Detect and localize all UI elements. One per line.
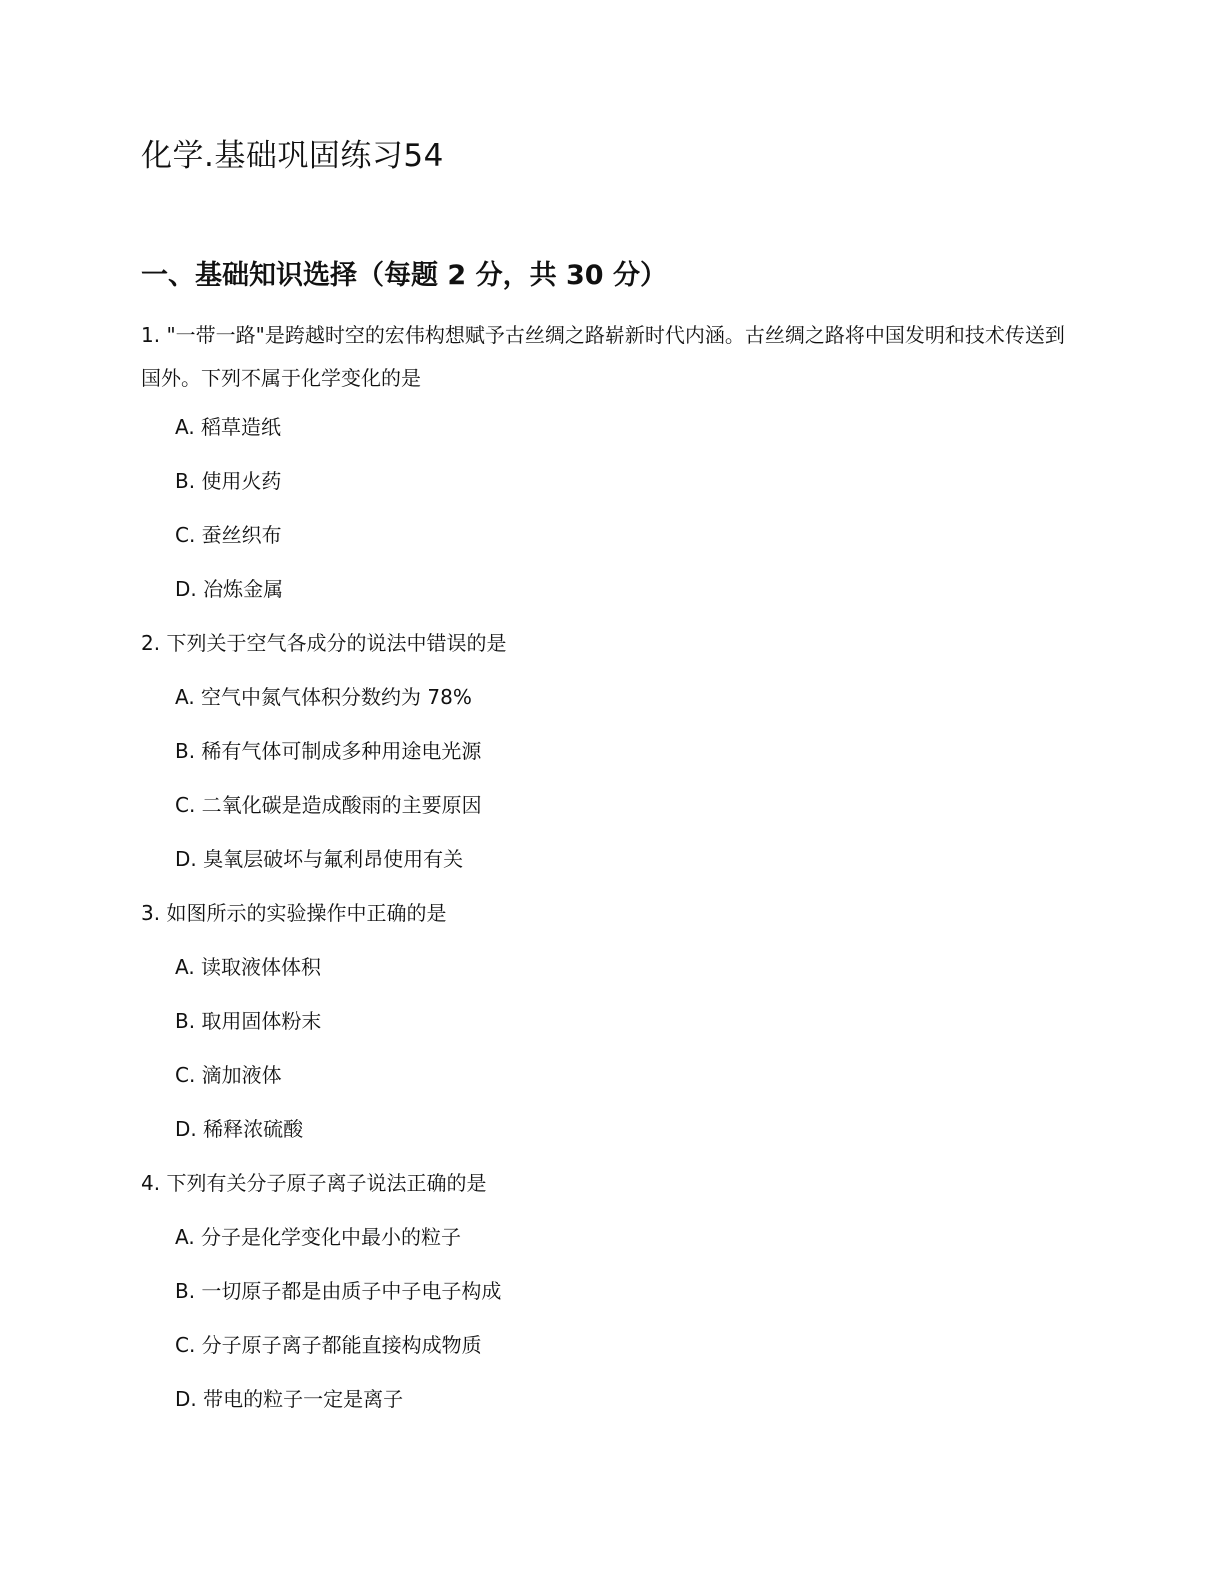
option-list [141,670,1081,886]
option-b: B. 稀有气体可制成多种用途电光源 [175,739,482,763]
option-a: A. 空气中氮气体积分数约为 78% [175,685,472,709]
option-d: D. 带电的粒子一定是离子 [175,1387,404,1411]
option-c: C. 蚕丝织布 [175,523,282,547]
option-a: A. 分子是化学变化中最小的粒子 [175,1225,462,1249]
option-d: D. 冶炼金属 [175,577,284,601]
option-b: B. 一切原子都是由质子中子电子构成 [175,1279,502,1303]
option-c: C. 分子原子离子都能直接构成物质 [175,1333,482,1357]
option-list [141,940,1081,1156]
question-stem: 4. 下列有关分子原子离子说法正确的是 [141,1171,487,1195]
question-4 [141,1156,1081,1426]
question-3 [141,886,1081,1156]
question-stem: 3. 如图所示的实验操作中正确的是 [141,901,447,925]
document-title: 化学.基础巩固练习54 [141,138,444,174]
option-a: A. 读取液体体积 [175,955,322,979]
option-c: C. 二氧化碳是造成酸雨的主要原因 [175,793,482,817]
question-stem: 2. 下列关于空气各成分的说法中错误的是 [141,631,507,655]
question-2 [141,616,1081,886]
option-b: B. 取用固体粉末 [175,1009,322,1033]
option-list [141,400,1081,616]
option-b: B. 使用火药 [175,469,282,493]
option-list [141,1210,1081,1426]
option-a: A. 稻草造纸 [175,415,282,439]
option-d: D. 臭氧层破坏与氟利昂使用有关 [175,847,464,871]
question-stem: 1. "一带一路"是跨越时空的宏伟构想赋予古丝绸之路崭新时代内涵。古丝绸之路将中国发明和技术传送到国外。下列不属于化学变化的是 [141,323,1065,390]
question-list [141,314,1081,1426]
question-1 [141,314,1081,616]
option-d: D. 稀释浓硫酸 [175,1117,304,1141]
option-c: C. 滴加液体 [175,1063,282,1087]
section-heading: 一、基础知识选择（每题 2 分，共 30 分） [141,260,667,291]
